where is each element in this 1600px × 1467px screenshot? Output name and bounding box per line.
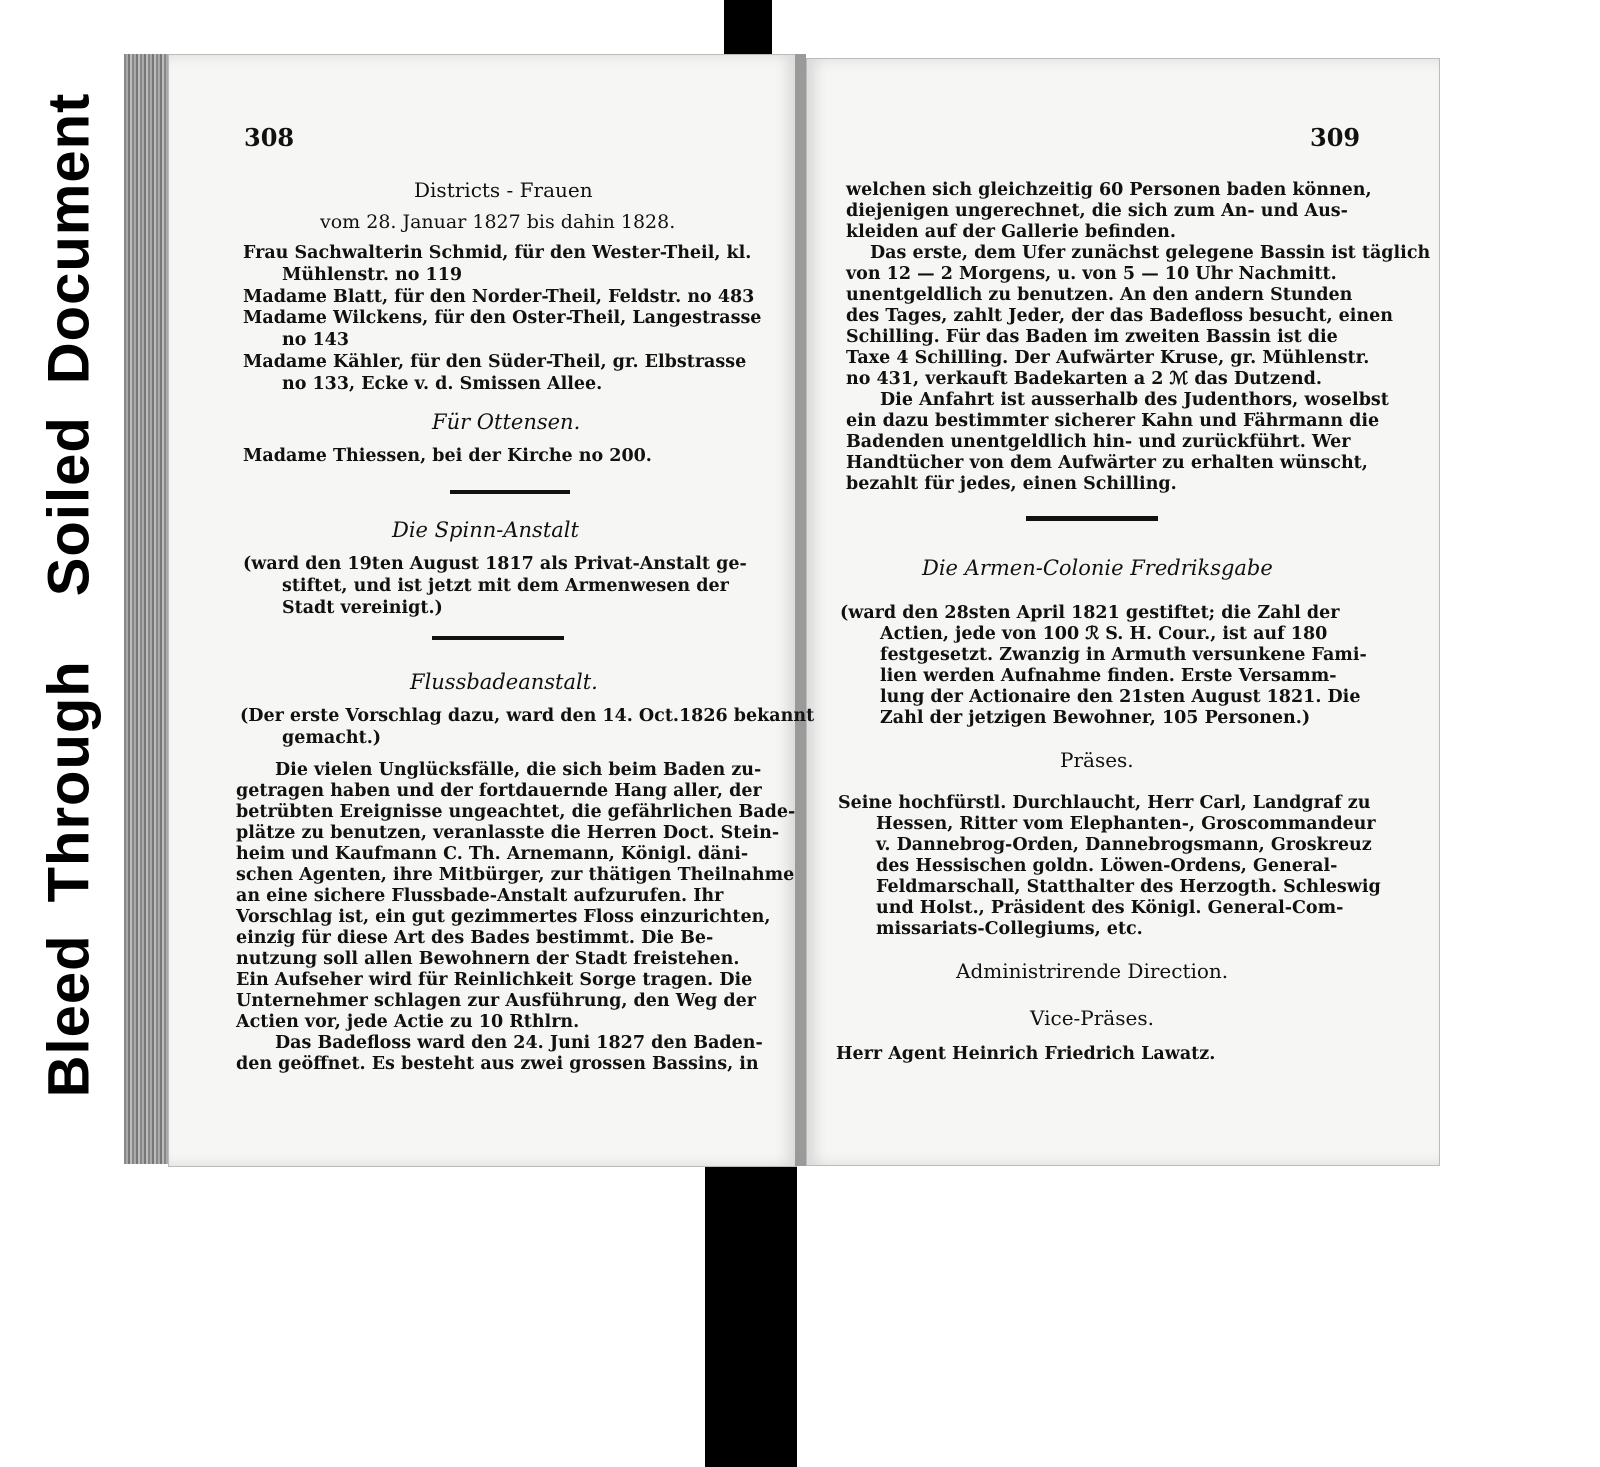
binding-tape-top	[724, 0, 772, 58]
book-page-edges	[124, 54, 170, 1164]
side-label-word: Through	[36, 660, 102, 903]
continuation-line: Das erste, dem Ufer zunächst gelegene Bassin ist täglich	[870, 243, 1431, 263]
ottensen-entry: Madame Thiessen, bei der Kirche no 200.	[243, 446, 652, 466]
fluss-body-line: plätze zu benutzen, veranlasste die Herren Doct. Stein-	[236, 823, 780, 843]
side-label-word: Bleed	[36, 934, 102, 1098]
fluss-body-line: betrübten Ereignisse ungeachtet, die gefährlichen Bade-	[236, 802, 796, 822]
fluss-body-line: Actien vor, jede Actie zu 10 Rthlrn.	[236, 1012, 580, 1032]
continuation-line: des Tages, zahlt Jeder, der das Badefloss besucht, einen	[846, 306, 1394, 326]
praeses-line: missariats-Collegiums, etc.	[876, 919, 1143, 939]
fluss-body-line: nutzung soll allen Bewohnern der Stadt freistehen.	[236, 949, 740, 969]
vice-praeses-title: Vice-Präses.	[1030, 1006, 1154, 1030]
colonie-title: Die Armen-Colonie Fredriksgabe	[922, 556, 1273, 580]
vice-praeses-name: Herr Agent Heinrich Friedrich Lawatz.	[836, 1044, 1216, 1064]
fluss-body-line: an eine sichere Flussbade-Anstalt aufzurufen. Ihr	[236, 886, 724, 906]
side-label	[10, 78, 128, 1113]
fluss-body-line: Vorschlag ist, ein gut gezimmertes Floss einzurichten,	[236, 907, 771, 927]
praeses-line: v. Dannebrog-Orden, Dannebrogsmann, Groskreuz	[876, 835, 1372, 855]
page-number-right: 309	[1310, 123, 1361, 152]
book-gutter	[795, 54, 806, 1166]
continuation-line: Die Anfahrt ist ausserhalb des Judenthors, woselbst	[880, 390, 1389, 410]
colonie-line: lien werden Aufnahme finden. Erste Versamm-	[880, 666, 1337, 686]
praeses-line: Hessen, Ritter vom Elephanten-, Groscommandeur	[876, 814, 1376, 834]
section-divider	[450, 490, 570, 494]
fluss-body-line: getragen haben und der fortdauernde Hang aller, der	[236, 781, 762, 801]
praeses-line: und Holst., Präsident des Königl. General-Com-	[876, 898, 1344, 918]
districts-entry: no 143	[282, 330, 350, 350]
colonie-line: festgesetzt. Zwanzig in Armuth versunkene Fami-	[880, 645, 1367, 665]
districts-entry: Madame Wilckens, für den Oster-Theil, Langestrasse	[243, 308, 762, 328]
colonie-line: Zahl der jetzigen Bewohner, 105 Personen.)	[880, 708, 1311, 728]
continuation-line: welchen sich gleichzeitig 60 Personen baden können,	[846, 180, 1372, 200]
fluss-body-line: einzig für diese Art des Bades bestimmt. Die Be-	[236, 928, 714, 948]
fluss-body-line: Unternehmer schlagen zur Ausführung, den Weg der	[236, 991, 757, 1011]
fluss-body-line: Die vielen Unglücksfälle, die sich beim Baden zu-	[275, 760, 762, 780]
colonie-line: (ward den 28sten April 1821 gestiftet; die Zahl der	[840, 603, 1340, 623]
districts-entry: Madame Kähler, für den Süder-Theil, gr. Elbstrasse	[243, 352, 747, 372]
fluss-note: gemacht.)	[282, 728, 382, 748]
fluss-body-line: Ein Aufseher wird für Reinlichkeit Sorge tragen. Die	[236, 970, 753, 990]
praeses-title: Präses.	[1060, 748, 1134, 772]
districts-title: Districts - Frauen	[414, 178, 593, 202]
page-number-left: 308	[244, 123, 295, 152]
spinn-title: Die Spinn-Anstalt	[392, 518, 579, 542]
side-label-word: Soiled	[36, 416, 102, 597]
districts-entry: Madame Blatt, für den Norder-Theil, Feldstr. no 483	[243, 287, 755, 307]
praeses-line: Seine hochfürstl. Durchlaucht, Herr Carl, Landgraf zu	[838, 793, 1371, 813]
districts-entry: Mühlenstr. no 119	[282, 265, 463, 285]
spinn-line: (ward den 19ten August 1817 als Privat-Anstalt ge-	[243, 554, 747, 574]
colonie-line: Actien, jede von 100 ℛ S. H. Cour., ist auf 180	[880, 624, 1328, 644]
fluss-body-line: den geöffnet. Es besteht aus zwei grossen Bassins, in	[236, 1054, 759, 1074]
binding-tape-bottom	[705, 1150, 797, 1467]
continuation-line: Taxe 4 Schilling. Der Aufwärter Kruse, gr. Mühlenstr.	[846, 348, 1370, 368]
fluss-body-line: heim und Kaufmann C. Th. Arnemann, Königl. däni-	[236, 844, 749, 864]
side-label-text	[36, 93, 103, 1098]
continuation-line: kleiden auf der Gallerie befinden.	[846, 222, 1176, 242]
spinn-line: stiftet, und ist jetzt mit dem Armenwesen der	[282, 576, 729, 596]
praeses-line: des Hessischen goldn. Löwen-Ordens, General-	[876, 856, 1338, 876]
continuation-line: Schilling. Für das Baden im zweiten Bassin ist die	[846, 327, 1338, 347]
continuation-line: no 431, verkauft Badekarten a 2 ℳ das Dutzend.	[846, 369, 1322, 389]
fluss-body-line: schen Agenten, ihre Mitbürger, zur thätigen Theilnahme	[236, 865, 795, 885]
direction-title: Administrirende Direction.	[956, 959, 1229, 983]
continuation-line: diejenigen ungerechnet, die sich zum An- und Aus-	[846, 201, 1348, 221]
continuation-line: Handtücher von dem Aufwärter zu erhalten wünscht,	[846, 453, 1368, 473]
districts-entry: no 133, Ecke v. d. Smissen Allee.	[282, 374, 603, 394]
fluss-body-line: Das Badefloss ward den 24. Juni 1827 den Baden-	[275, 1033, 763, 1053]
continuation-line: Badenden unentgeldlich hin- und zurückführt. Wer	[846, 432, 1351, 452]
ottensen-title: Für Ottensen.	[432, 410, 581, 434]
continuation-line: bezahlt für jedes, einen Schilling.	[846, 474, 1177, 494]
fluss-title: Flussbadeanstalt.	[410, 670, 598, 694]
section-divider	[432, 636, 564, 640]
continuation-line: von 12 — 2 Morgens, u. von 5 — 10 Uhr Nachmitt.	[846, 264, 1337, 284]
fluss-note: (Der erste Vorschlag dazu, ward den 14. Oct.1826 bekannt	[240, 706, 815, 726]
spinn-line: Stadt vereinigt.)	[282, 598, 443, 618]
districts-entry: Frau Sachwalterin Schmid, für den Wester-Theil, kl.	[243, 243, 752, 263]
side-label-word: Document	[36, 92, 102, 385]
colonie-line: lung der Actionaire den 21sten August 1821. Die	[880, 687, 1361, 707]
continuation-line: ein dazu bestimmter sicherer Kahn und Fährmann die	[846, 411, 1380, 431]
districts-period: vom 28. Januar 1827 bis dahin 1828.	[320, 211, 676, 233]
section-divider	[1026, 516, 1158, 521]
praeses-line: Feldmarschall, Statthalter des Herzogth. Schleswig	[876, 877, 1381, 897]
continuation-line: unentgeldlich zu benutzen. An den andern Stunden	[846, 285, 1353, 305]
